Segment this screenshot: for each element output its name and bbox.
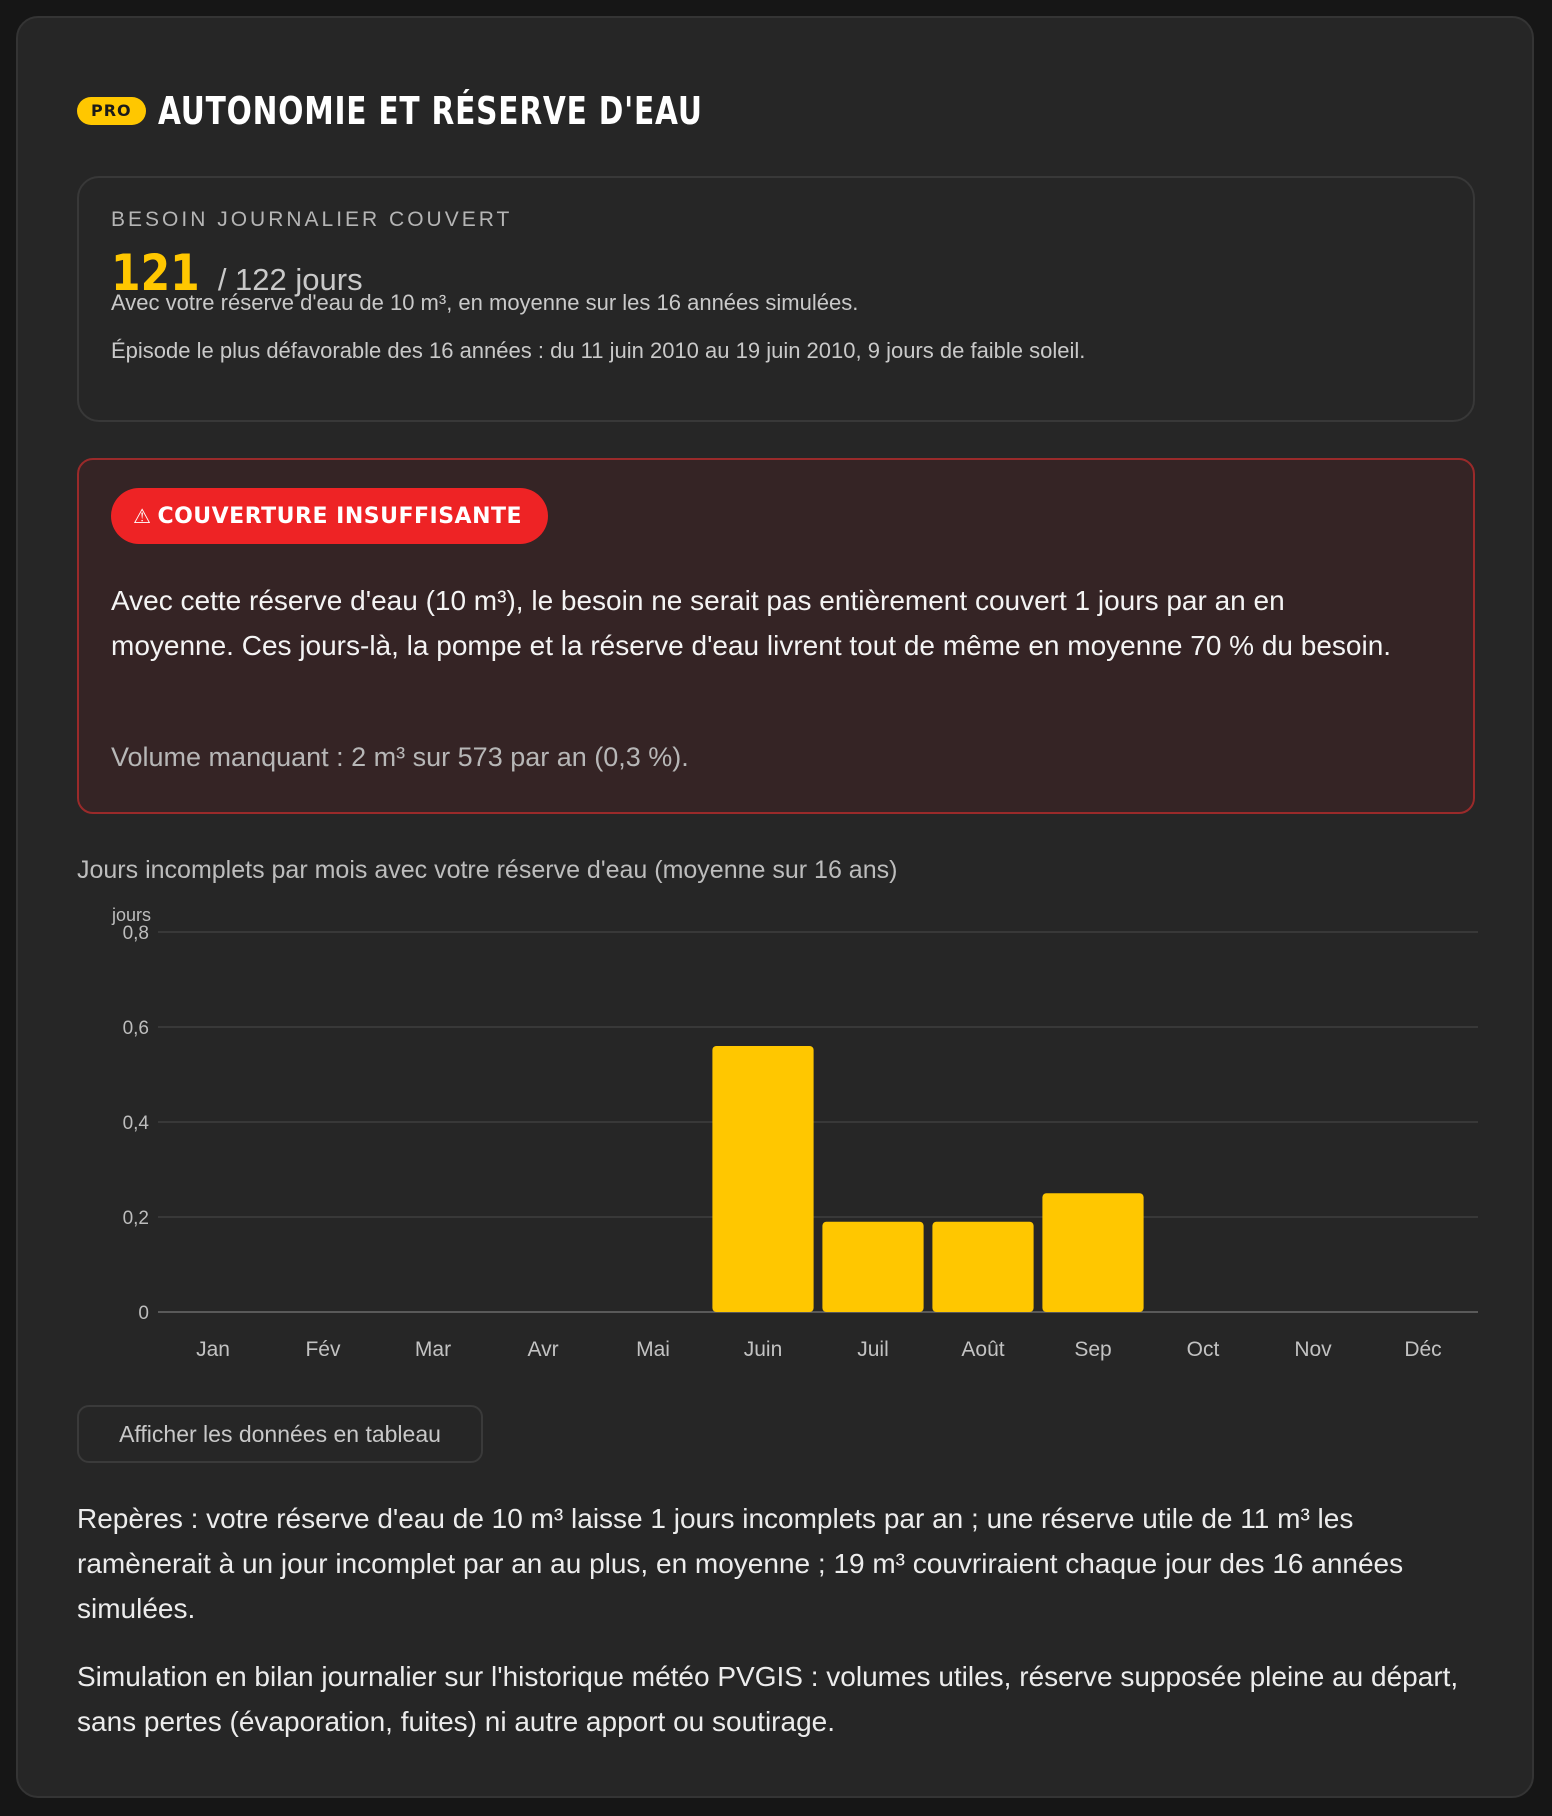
x-tick-label: Juin (743, 1338, 783, 1361)
chart-title: Jours incomplets par mois avec votre réserve d'eau (moyenne sur 16 ans) (77, 856, 898, 884)
y-tick-label: 0,6 (122, 1018, 149, 1039)
x-tick-label: Oct (1186, 1338, 1220, 1361)
x-tick-label: Fév (305, 1338, 341, 1361)
bar-juil (822, 1222, 923, 1312)
y-axis-unit-label: jours (111, 905, 151, 925)
water-reserve-card (16, 16, 1534, 1798)
x-tick-label: Mar (414, 1338, 452, 1361)
bar-sep (1042, 1193, 1143, 1312)
chart-svg (18, 18, 1536, 1398)
x-tick-label: Avr (527, 1338, 559, 1361)
y-tick-label: 0,2 (122, 1208, 149, 1229)
summary-description: Avec votre réserve d'eau de 10 m³, en moyenne sur les 16 années simulées. (111, 290, 859, 315)
covered-days-value: 121 (111, 244, 200, 302)
x-tick-label: Sep (1074, 1338, 1112, 1361)
missing-volume-text: Volume manquant : 2 m³ sur 573 par an (0,3 %). (111, 742, 689, 772)
y-tick-label: 0,4 (122, 1113, 149, 1134)
alert-badge-label: COUVERTURE INSUFFISANTE (157, 504, 523, 529)
simulation-note: Simulation en bilan journalier sur l'historique météo PVGIS : volumes utiles, réserve supposée pleine au départ, sans pertes (évaporation, fuites) ni autre apport ou soutirage. (77, 1661, 1459, 1737)
bar-juin (712, 1046, 813, 1312)
reperes-note: Repères : votre réserve d'eau de 10 m³ laisse 1 jours incomplets par an ; une réserve utile de 11 m³ les ramènerait à un jour incomplet par an au plus, en moyenne ; 19 m³ couvriraient chaque jour des 16 années simulées. (77, 1503, 1404, 1624)
total-days-value: / 122 jours (217, 262, 363, 297)
x-tick-label: Nov (1294, 1338, 1332, 1361)
worst-episode-text: Épisode le plus défavorable des 16 années : du 11 juin 2010 au 19 juin 2010, 9 jours de faible soleil. (111, 338, 1086, 363)
monthly-incomplete-days-chart (18, 18, 1536, 1403)
alert-text: Avec cette réserve d'eau (10 m³), le besoin ne serait pas entièrement couvert 1 jours par an en moyenne. Ces jours-là, la pompe et la réserve d'eau livrent tout de même en moyenne 70 % du besoin. (111, 585, 1392, 661)
x-tick-label: Jan (196, 1338, 230, 1361)
warning-triangle-icon: ⚠ (133, 504, 152, 528)
y-tick-label: 0 (138, 1303, 149, 1324)
x-tick-label: Mai (636, 1338, 670, 1361)
x-tick-label: Août (961, 1338, 1005, 1361)
y-tick-label: 0,8 (122, 923, 149, 944)
bar-août (932, 1222, 1033, 1312)
pro-badge: PRO (77, 97, 146, 125)
card-title: AUTONOMIE ET RÉSERVE D'EAU (157, 89, 703, 133)
x-tick-label: Juil (857, 1338, 889, 1361)
x-tick-label: Déc (1404, 1338, 1442, 1361)
summary-label: BESOIN JOURNALIER COUVERT (111, 208, 513, 231)
show-table-button[interactable]: Afficher les données en tableau (77, 1405, 483, 1463)
